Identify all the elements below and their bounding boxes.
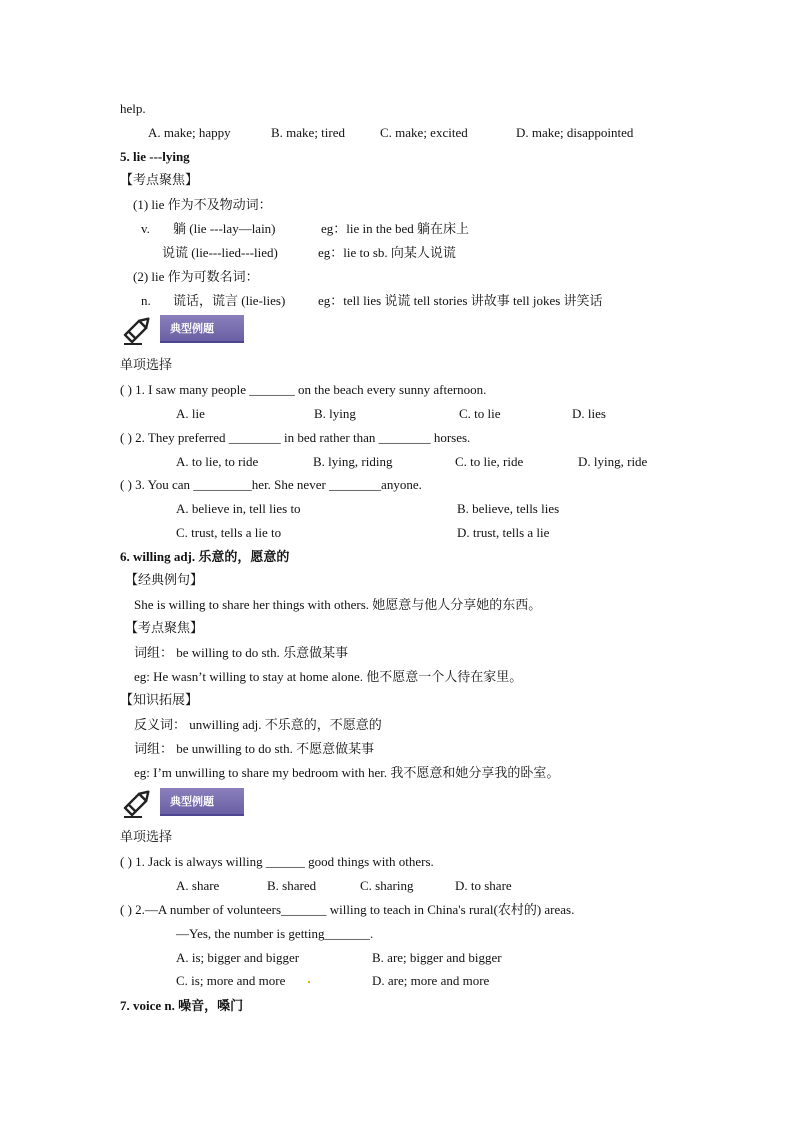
q5-option-b: B. are; bigger and bigger xyxy=(372,950,502,965)
q5-option-c: C. is; more and more xyxy=(176,973,286,988)
q3-option-b: B. believe, tells lies xyxy=(457,501,560,516)
q5-option-a: A. is; bigger and bigger xyxy=(176,950,300,965)
prev-option-c: C. make; excited xyxy=(380,125,468,140)
section-5-verb-2-example: eg：lie to sb. 向某人说谎 xyxy=(318,245,456,260)
q5-option-d: D. are; more and more xyxy=(372,973,490,988)
q2-option-c: C. to lie, ride xyxy=(455,454,524,469)
q1-option-a: A. lie xyxy=(176,406,205,421)
section-6-phrase-example: eg: He wasn’t willing to stay at home alone. 他不愿意一个人待在家里。 xyxy=(134,669,523,684)
section-5-noun-1-example: eg：tell lies 说谎 tell stories 讲故事 tell jokes 讲笑话 xyxy=(318,293,603,308)
section-6-classic-heading: 【经典例句】 xyxy=(125,573,204,588)
section-5-point-2: (2) lie 作为可数名词： xyxy=(133,269,259,284)
q2-option-b: B. lying, riding xyxy=(313,454,393,469)
q2-option-d: D. lying, ride xyxy=(578,454,648,469)
pencil-icon xyxy=(120,786,154,820)
q2-option-a: A. to lie, to ride xyxy=(176,454,259,469)
section-6-example-sentence: She is willing to share her things with others. 她愿意与他人分享她的东西。 xyxy=(134,597,542,612)
prev-option-b: B. make; tired xyxy=(271,125,346,140)
q1-option-b: B. lying xyxy=(314,406,356,421)
section-6-focus-heading: 【考点聚焦】 xyxy=(125,621,204,636)
section-5-verb-2: 说谎 (lie---lied---lied) xyxy=(162,245,278,260)
section-5-title: 5. lie ---lying xyxy=(120,149,190,164)
section-5-verb-1-example: eg：lie in the bed 躺在床上 xyxy=(321,221,470,236)
q1-option-c: C. to lie xyxy=(459,406,501,421)
q3-option-c: C. trust, tells a lie to xyxy=(176,525,282,540)
section-6-title: 6. willing adj. 乐意的，愿意的 xyxy=(120,549,290,564)
question-5: ( ) 2.—A number of volunteers_______ willing to teach in China's rural(农村的) areas. xyxy=(120,902,575,917)
section-6-extension-heading: 【知识拓展】 xyxy=(120,693,199,708)
pencil-icon xyxy=(120,313,154,347)
section-5-point-1: (1) lie 作为不及物动词： xyxy=(133,197,272,212)
single-choice-heading-2: 单项选择 xyxy=(120,830,173,845)
q1-option-d: D. lies xyxy=(572,406,606,421)
example-banner xyxy=(120,313,248,347)
section-6-phrase: 词组： be willing to do sth. 乐意做某事 xyxy=(134,645,349,660)
section-6-antonym: 反义词： unwilling adj. 不乐意的，不愿意的 xyxy=(134,717,382,732)
prev-option-d: D. make; disappointed xyxy=(516,125,634,140)
section-6-phrase-2-example: eg: I’m unwilling to share my bedroom with her. 我不愿意和她分享我的卧室。 xyxy=(134,765,560,780)
section-5-verb-1: 躺 (lie ---lay—lain) xyxy=(173,221,276,236)
prev-option-a: A. make; happy xyxy=(148,125,231,140)
q4-option-a: A. share xyxy=(176,878,220,893)
section-5-noun-label: n. xyxy=(141,293,151,308)
question-3: ( ) 3. You can _________her. She never ________anyone. xyxy=(120,477,422,492)
single-choice-heading: 单项选择 xyxy=(120,358,173,373)
question-5-reply: —Yes, the number is getting_______. xyxy=(176,926,374,941)
question-1: ( ) 1. I saw many people _______ on the beach every sunny afternoon. xyxy=(120,382,487,397)
q4-option-c: C. sharing xyxy=(360,878,414,893)
section-5-focus-heading: 【考点聚焦】 xyxy=(120,173,199,188)
example-banner-2 xyxy=(120,786,248,820)
prev-question-tail: help. xyxy=(120,101,146,116)
example-banner-label: 典型例题 xyxy=(160,315,244,343)
q4-option-b: B. shared xyxy=(267,878,317,893)
q3-option-d: D. trust, tells a lie xyxy=(457,525,550,540)
section-7-title: 7. voice n. 噪音，嗓门 xyxy=(120,998,244,1013)
question-4: ( ) 1. Jack is always willing ______ good things with others. xyxy=(120,854,434,869)
section-6-phrase-2: 词组： be unwilling to do sth. 不愿意做某事 xyxy=(134,741,375,756)
q4-option-d: D. to share xyxy=(455,878,512,893)
example-banner-label: 典型例题 xyxy=(160,788,244,816)
q3-option-a: A. believe in, tell lies to xyxy=(176,501,301,516)
stray-dot xyxy=(308,981,310,983)
section-5-verb-label: v. xyxy=(141,221,150,236)
section-5-noun-1: 谎话，谎言 (lie-lies) xyxy=(173,293,286,308)
question-2: ( ) 2. They preferred ________ in bed rather than ________ horses. xyxy=(120,430,471,445)
